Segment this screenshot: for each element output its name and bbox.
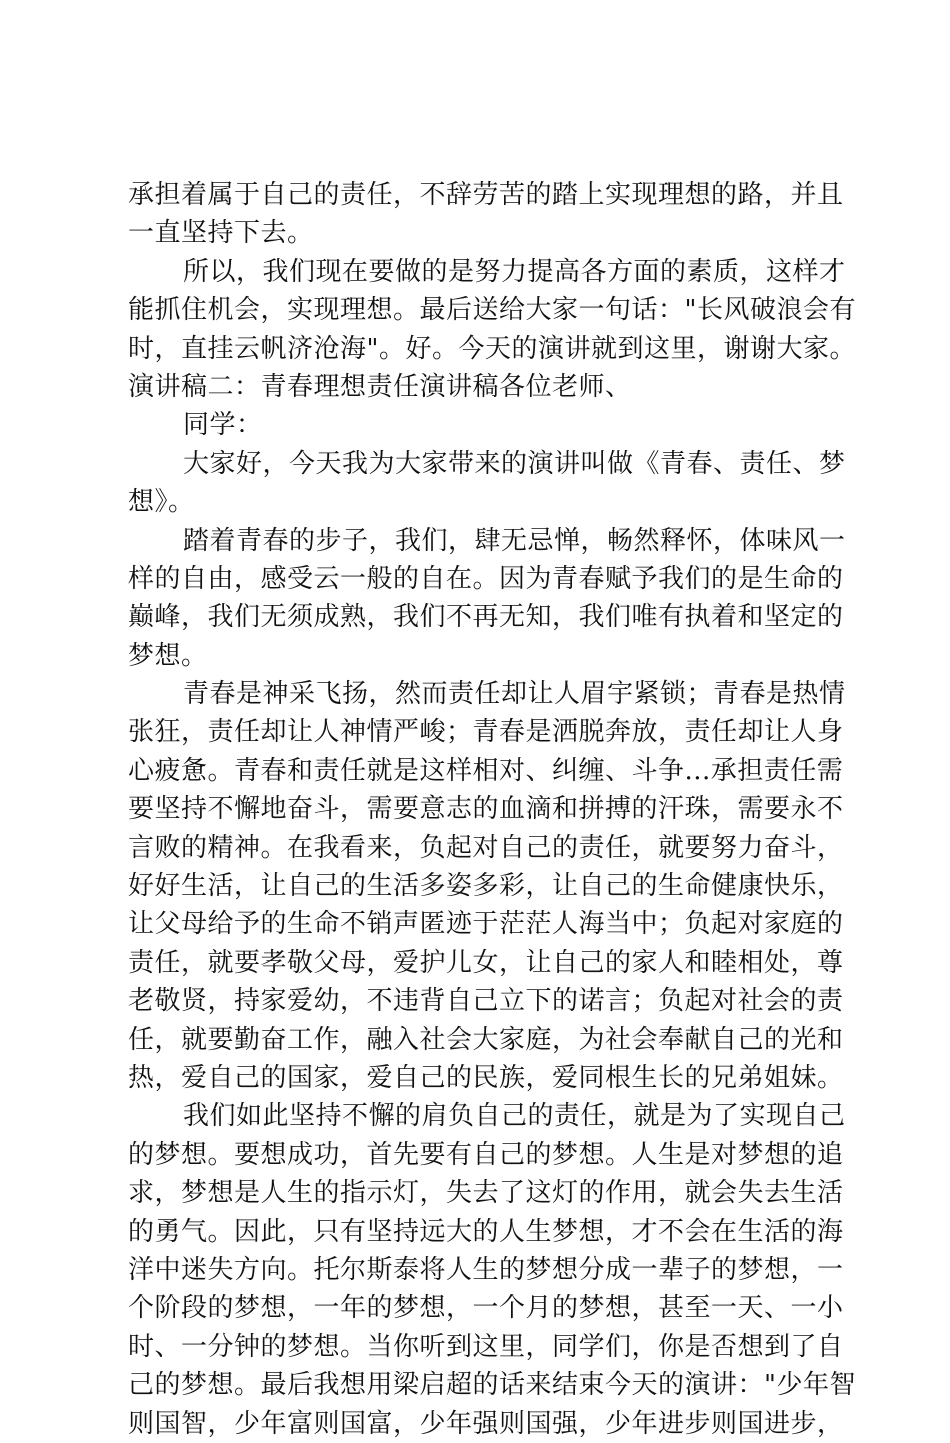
text-line: 个阶段的梦想，一年的梦想，一个月的梦想，甚至一天、一小: [128, 1293, 844, 1324]
text-line: 的勇气。因此，只有坚持远大的人生梦想，才不会在生活的海: [128, 1216, 844, 1247]
text-line: 样的自由，感受云一般的自在。因为青春赋予我们的是生命的: [128, 563, 844, 594]
text-line: 热，爱自己的国家，爱自己的民族，爱同根生长的兄弟姐妹。: [128, 1062, 844, 1093]
text-line: 洋中迷失方向。托尔斯泰将人生的梦想分成一辈子的梦想，一: [128, 1254, 844, 1285]
text-line: 能抓住机会，实现理想。最后送给大家一句话："长风破浪会有: [128, 295, 856, 326]
text-line: 时、一分钟的梦想。当你听到这里，同学们，你是否想到了自: [128, 1331, 844, 1362]
text-line: 心疲惫。青春和责任就是这样相对、纠缠、斗争...承担责任需: [128, 755, 844, 786]
text-line: 青春是神采飞扬，然而责任却让人眉宇紧锁；青春是热情: [183, 679, 846, 710]
text-line: 时，直挂云帆济沧海"。好。今天的演讲就到这里，谢谢大家。: [128, 333, 856, 364]
text-line: 要坚持不懈地奋斗，需要意志的血滴和拼搏的汗珠，需要永不: [128, 794, 844, 825]
document-body: [128, 176, 856, 1443]
text-line: 所以，我们现在要做的是努力提高各方面的素质，这样才: [183, 256, 846, 287]
text-line: 任，就要勤奋工作，融入社会大家庭，为社会奉献自己的光和: [128, 1024, 844, 1055]
text-line: 一直坚持下去。: [128, 218, 314, 249]
text-line: 想》。: [128, 487, 195, 518]
text-line: 好好生活，让自己的生活多姿多彩，让自己的生命健康快乐，: [128, 871, 844, 902]
text-line: 巅峰，我们无须成熟，我们不再无知，我们唯有执着和坚定的: [128, 602, 844, 633]
text-line: 言败的精神。在我看来，负起对自己的责任，就要努力奋斗，: [128, 832, 844, 863]
text-line: 则国智，少年富则国富，少年强则国强，少年进步则国进步，: [128, 1408, 844, 1439]
text-line: 老敬贤，持家爱幼，不违背自己立下的诺言；负起对社会的责: [128, 986, 844, 1017]
text-line: 己的梦想。最后我想用梁启超的话来结束今天的演讲："少年智: [128, 1370, 856, 1401]
text-line: 张狂，责任却让人神情严峻；青春是洒脱奔放，责任却让人身: [128, 717, 844, 748]
text-line: 的梦想。要想成功，首先要有自己的梦想。人生是对梦想的追: [128, 1139, 844, 1170]
text-line: 梦想。: [128, 640, 208, 671]
text-line: 求，梦想是人生的指示灯，失去了这灯的作用，就会失去生活: [128, 1178, 844, 1209]
text-line: 演讲稿二：青春理想责任演讲稿各位老师、: [128, 371, 632, 402]
text-line: 踏着青春的步子，我们，肆无忌惮，畅然释怀，体味风一: [183, 525, 846, 556]
text-line: 责任，就要孝敬父母，爱护儿女，让自己的家人和睦相处，尊: [128, 947, 844, 978]
text-line: 我们如此坚持不懈的肩负自己的责任，就是为了实现自己: [183, 1101, 846, 1132]
text-line: 承担着属于自己的责任，不辞劳苦的踏上实现理想的路，并且: [128, 180, 844, 210]
text-line: 大家好，今天我为大家带来的演讲叫做《青春、责任、梦: [183, 448, 846, 479]
text-line: 同学：: [183, 410, 263, 441]
text-line: 让父母给予的生命不销声匿迹于茫茫人海当中；负起对家庭的: [128, 909, 844, 940]
